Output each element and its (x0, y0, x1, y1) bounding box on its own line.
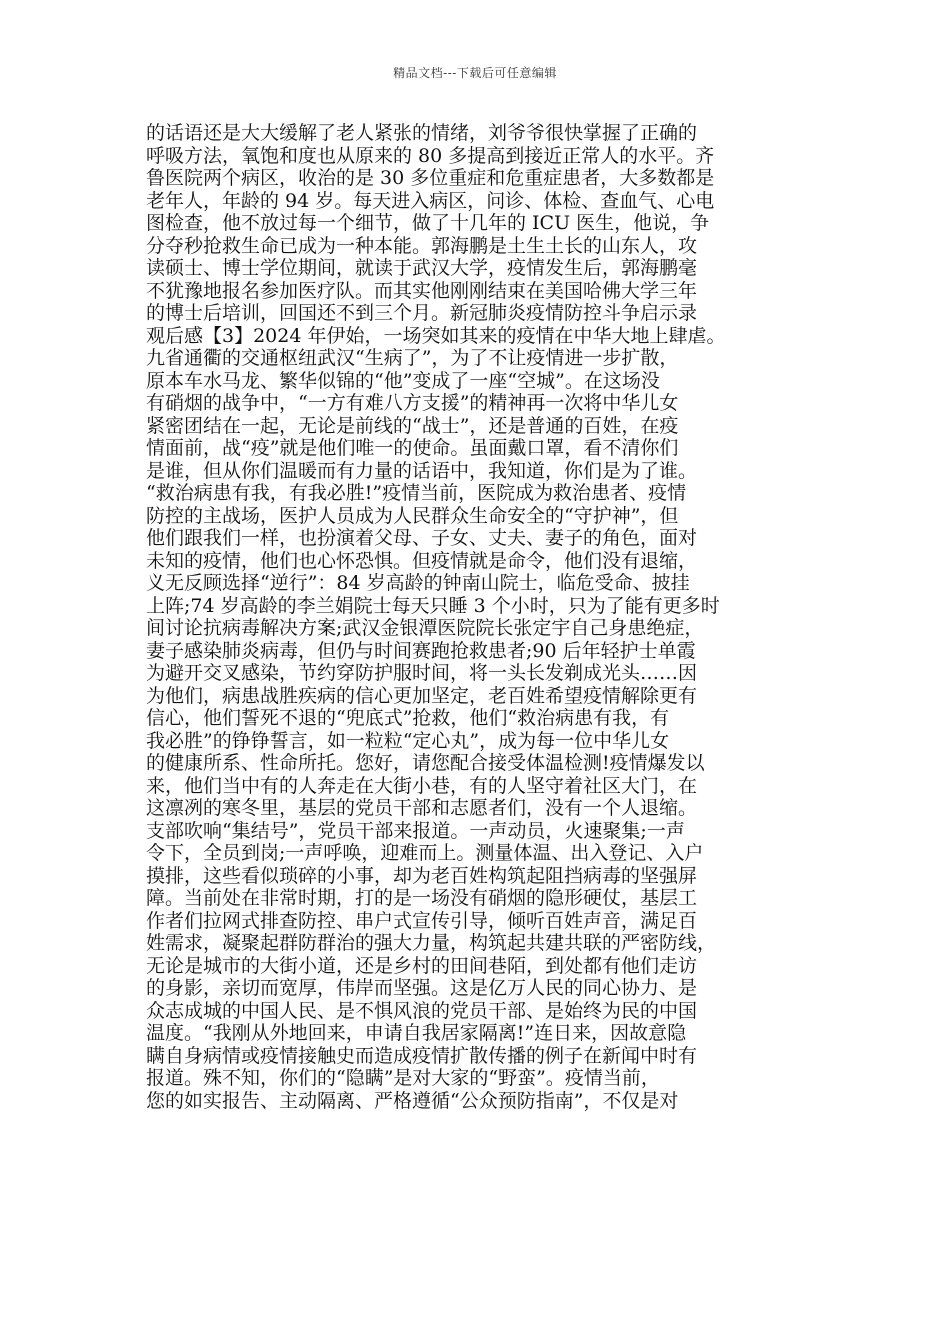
body-text-line: 报道。殊不知，你们的“隐瞒”是对大家的“野蛮”。疫情当前， (146, 1067, 660, 1089)
body-text-line: 为避开交叉感染，节约穿防护服时间，将一头长发剃成光头……因 (146, 662, 698, 684)
body-text-line: 我必胜”的铮铮誓言，如一粒粒“定心丸”，成为每一位中华儿女 (146, 729, 670, 752)
body-text-line: 令下，全员到岗;一声呼唤，迎难而上。测量体温、出入登记、入户 (146, 842, 704, 864)
body-text-line: 防控的主战场，医护人员成为人民群众生命安全的“守护神”，但 (146, 504, 679, 527)
body-text-line: 姓需求，凝聚起群防群治的强大力量，构筑起共建共联的严密防线， (146, 932, 717, 954)
body-text-line: 呼吸方法，氧饱和度也从原来的 80 多提高到接近正常人的水平。齐 (146, 144, 715, 167)
body-text-line: 观后感【3】2024 年伊始，一场突如其来的疫情在中华大地上肆虐。 (146, 324, 726, 347)
body-text-line: 情面前，战“疫”就是他们唯一的使命。虽面戴口罩，看不清你们 (146, 437, 679, 459)
body-text-line: 来，他们当中有的人奔走在大街小巷，有的人坚守着社区大门，在 (146, 774, 698, 797)
body-text-line: 上阵;74 岁高龄的李兰娟院士每天只睡 3 个小时，只为了能有更多时 (146, 594, 720, 617)
body-text-line: 妻子感染肺炎病毒，但仍与时间赛跑抢救患者;90 后年轻护士单霞 (146, 639, 696, 662)
body-text-line: 义无反顾选择“逆行”：84 岁高龄的钟南山院士，临危受命、披挂 (146, 572, 690, 594)
body-text-line: 有硝烟的战争中，“一方有难八方支援”的精神再一次将中华儿女 (146, 392, 679, 414)
body-text-line: 摸排，这些看似琐碎的小事，却为老百姓构筑起阻挡病毒的坚强屏 (146, 864, 698, 887)
document-body (146, 122, 814, 1112)
body-text-line: 间讨论抗病毒解决方案;武汉金银潭医院院长张定宇自己身患绝症， (146, 617, 704, 639)
body-text-line: 图检查，他不放过每一个细节，做了十几年的 ICU 医生，他说，争 (146, 212, 710, 234)
body-text-line: 的博士后培训，回国还不到三个月。新冠肺炎疫情防控斗争启示录 (146, 302, 698, 324)
body-text-line: 鲁医院两个病区，收治的是 30 多位重症和危重症患者，大多数都是 (146, 167, 715, 189)
body-text-line: 原本车水马龙、繁华似锦的“他”变成了一座“空城”。在这场没 (146, 369, 660, 392)
body-text-line: 未知的疫情，他们也心怀恐惧。但疫情就是命令，他们没有退缩， (146, 549, 698, 572)
body-text-line: 分夺秒抢救生命已成为一种本能。郭海鹏是土生土长的山东人，攻 (146, 234, 698, 257)
body-text-line: 九省通衢的交通枢纽武汉“生病了”，为了不让疫情进一步扩散， (146, 347, 679, 369)
body-text-line: 瞒自身病情或疫情接触史而造成疫情扩散传播的例子在新闻中时有 (146, 1044, 698, 1067)
body-text-line: 读硕士、博士学位期间，就读于武汉大学，疫情发生后，郭海鹏毫 (146, 257, 698, 279)
body-text-line: 无论是城市的大街小道，还是乡村的田间巷陌，到处都有他们走访 (146, 954, 698, 977)
body-text-line: 作者们拉网式排查防控、串户式宣传引导，倾听百姓声音，满足百 (146, 909, 698, 932)
body-text-line: 的身影，亲切而宽厚，伟岸而坚强。这是亿万人民的同心协力、是 (146, 977, 698, 999)
page-header: 精品文档---下载后可任意编辑 (393, 66, 557, 80)
body-text-line: 这凛冽的寒冬里，基层的党员干部和志愿者们，没有一个人退缩。 (146, 797, 698, 819)
body-text-line: 您的如实报告、主动隔离、严格遵循“公众预防指南”，不仅是对 (146, 1089, 679, 1112)
body-text-line: 的话语还是大大缓解了老人紧张的情绪，刘爷爷很快掌握了正确的 (146, 122, 698, 144)
body-text-line: 障。当前处在非常时期，打的是一场没有硝烟的隐形硬仗，基层工 (146, 887, 698, 909)
body-text-line: 紧密团结在一起，无论是前线的“战士”，还是普通的百姓，在疫 (146, 414, 679, 437)
body-text-line: 温度。“我刚从外地回来，申请自我居家隔离!”连日来，因故意隐 (146, 1022, 687, 1044)
body-text-line: 信心，他们誓死不退的“兜底式”抢救，他们“救治病患有我，有 (146, 707, 670, 729)
body-text-line: “救治病患有我，有我必胜!”疫情当前，医院成为救治患者、疫情 (146, 482, 687, 504)
body-text-line: 为他们，病患战胜疾病的信心更加坚定，老百姓希望疫情解除更有 (146, 684, 698, 707)
body-text-line: 老年人，年龄的 94 岁。每天进入病区，问诊、体检、查血气、心电 (146, 189, 715, 212)
body-text-line: 他们跟我们一样，也扮演着父母、子女、丈夫、妻子的角色，面对 (146, 527, 698, 549)
body-text-line: 不犹豫地报名参加医疗队。而其实他刚刚结束在美国哈佛大学三年 (146, 279, 698, 302)
body-text-line: 支部吹响“集结号”，党员干部来报道。一声动员，火速聚集;一声 (146, 819, 685, 842)
body-text-line: 是谁，但从你们温暖而有力量的话语中，我知道，你们是为了谁。 (146, 459, 698, 482)
body-text-line: 众志成城的中国人民、是不惧风浪的党员干部、是始终为民的中国 (146, 999, 698, 1022)
body-text-line: 的健康所系、性命所托。您好，请您配合接受体温检测!疫情爆发以 (146, 752, 705, 774)
